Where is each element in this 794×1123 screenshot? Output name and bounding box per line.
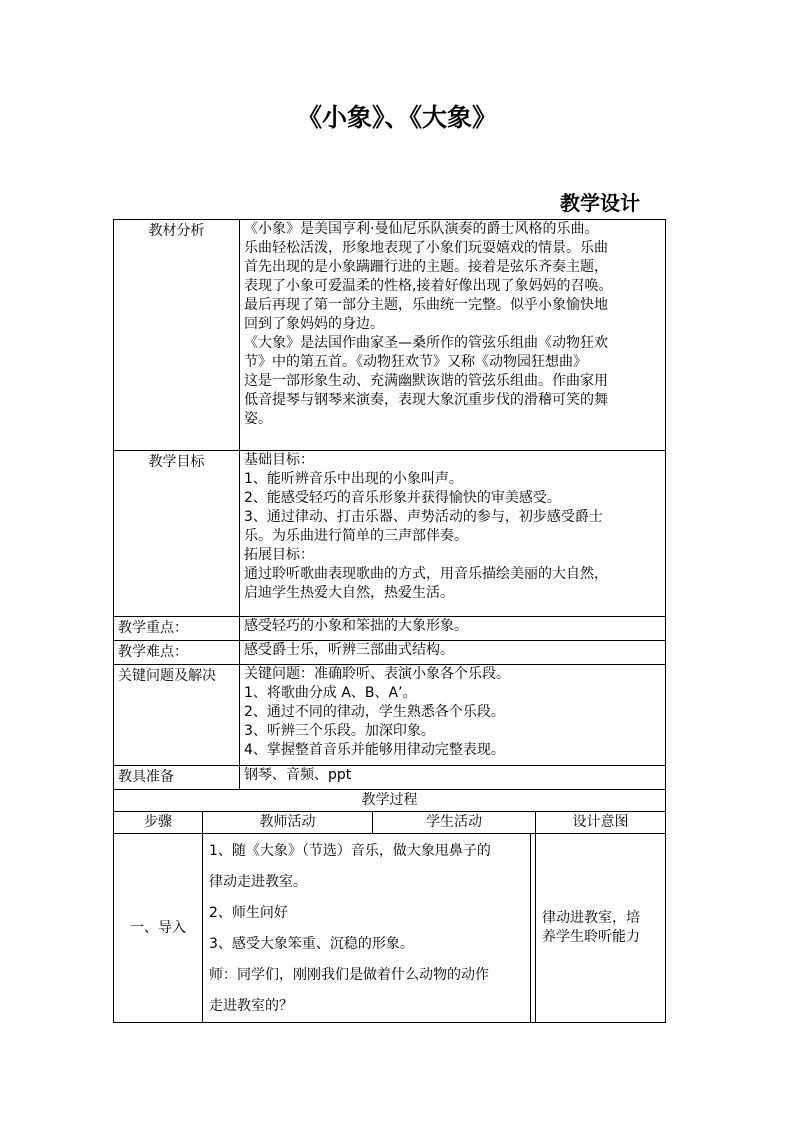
row-analysis [114,220,666,451]
row-difficulty [114,641,666,665]
teaching-process-table [113,811,666,1023]
text-line: 律动走进教室。 [209,874,307,890]
process-step-row [114,834,666,1023]
text-line: 乐。为乐曲进行简单的三声部伴奏。 [244,528,468,544]
column-student: 学生活动 [373,812,536,834]
label-tools: 教具准备 [114,766,240,790]
document-subtitle: 教学设计 [560,191,640,215]
goals-text [240,451,666,617]
text-line: 1、能听辨音乐中出现的小象叫声。 [244,471,463,487]
text-line: 3、通过律动、打击乐器、声势活动的参与，初步感受爵士 [244,509,603,525]
text-line: 2、能感受轻巧的音乐形象并获得愉快的审美感受。 [244,490,561,506]
key-point-text: 感受轻巧的小象和笨拙的大象形象。 [240,617,666,641]
step-name: 一、导入 [114,834,203,1023]
tools-text: 钢琴、音频、ppt [240,766,666,790]
text-line: 走进教室的？ [209,998,293,1014]
text-line: 通过聆听歌曲表现歌曲的方式，用音乐描绘美丽的大自然， [244,566,608,582]
text-line: 2、通过不同的律动，学生熟悉各个乐段。 [244,704,505,720]
text-line: 关键问题：准确聆听、表演小象各个乐段。 [244,666,510,682]
text-line: 基础目标： [244,452,314,468]
process-columns-row [114,812,666,834]
row-key-point [114,617,666,641]
label-difficulty: 教学难点： [114,641,240,665]
process-header: 教学过程 [114,790,666,812]
row-problems [114,665,666,766]
row-goals [114,451,666,617]
text-line: 《大象》是法国作曲家圣—桑所作的管弦乐组曲《动物狂欢 [244,335,608,351]
text-line: 这是一部形象生动、充满幽默诙谐的管弦乐组曲。作曲家用 [244,373,608,389]
label-goals: 教学目标 [114,451,240,617]
text-line: 拓展目标： [244,547,314,563]
text-line: 1、将歌曲分成 A、B、A’。 [244,685,417,701]
lesson-info-table [113,219,666,812]
problems-text [240,665,666,766]
text-line: 2、师生问好 [209,905,288,921]
row-tools [114,766,666,790]
difficulty-text: 感受爵士乐，听辨三部曲式结构。 [240,641,666,665]
text-line: 节》中的第五首。《动物狂欢节》又称《动物园狂想曲》 [244,354,587,370]
text-line: 表现了小象可爱温柔的性格,接着好像出现了象妈妈的召唤。 [244,278,613,294]
analysis-text [240,220,666,451]
text-line: 最后再现了第一部分主题，乐曲统一完整。似乎小象愉快地 [244,297,608,313]
text-line: 3、听辨三个乐段。加深印象。 [244,723,435,739]
text-line: 1、随《大象》（节选）音乐，做大象甩鼻子的 [209,843,491,859]
label-analysis: 教材分析 [114,220,240,451]
text-line: 律动进教室，培 [542,910,640,926]
text-line: 首先出现的是小象蹒跚行进的主题。接着是弦乐齐奏主题， [244,259,608,275]
text-line: 《小象》是美国亨利·曼仙尼乐队演奏的爵士风格的乐曲。 [244,221,599,237]
design-intent [536,834,666,1023]
text-line: 4、掌握整首音乐并能够用律动完整表现。 [244,742,505,758]
label-problems: 关键问题及解决 [114,665,240,766]
document-title: 《小象》、《大象》 [296,103,497,132]
text-line: 低音提琴与钢琴来演奏，表现大象沉重步伐的滑稽可笑的舞 [244,392,608,408]
row-process-header [114,790,666,812]
column-intent: 设计意图 [536,812,666,834]
text-line: 师：同学们，刚刚我们是做着什么动物的动作 [209,967,489,983]
text-line: 姿。 [244,411,272,427]
column-teacher: 教师活动 [203,812,373,834]
text-line: 养学生聆听能力 [542,929,640,945]
text-line: 启迪学生热爱大自然，热爱生活。 [244,585,454,601]
text-line: 乐曲轻松活泼，形象地表现了小象们玩耍嬉戏的情景。乐曲 [244,240,608,256]
column-step: 步骤 [114,812,203,834]
label-key-point: 教学重点： [114,617,240,641]
text-line: 3、感受大象笨重、沉稳的形象。 [209,936,414,952]
teacher-activity [203,834,536,1023]
text-line: 回到了象妈妈的身边。 [244,316,384,332]
